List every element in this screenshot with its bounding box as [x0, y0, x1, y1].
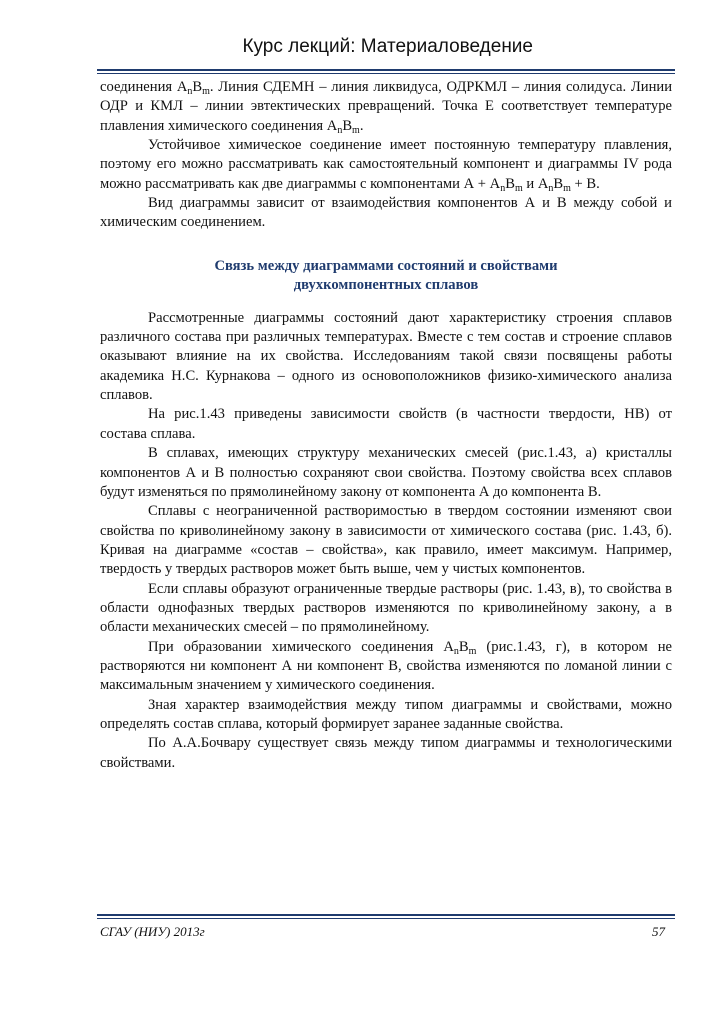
paragraph: На рис.1.43 приведены зависимости свойств (в частности твердости, НВ) от состава сплава. [100, 406, 672, 442]
paragraph: Устойчивое химическое соединение имеет постоянную температуру плавления, поэтому его можно рассматривать как самостоятельный компонент и диаграммы IV рода можно рассматривать как две диаграммы с компонентами $А + А_nB_m$ и $А_nB_m + В$. [100, 137, 672, 194]
paragraph: Зная характер взаимодействия между типом диаграммы и свойствами, можно определять состав сплава, который формирует заранее заданные свойства. [100, 696, 672, 732]
paragraph: При образовании химического соединения $A_nB_m$ (рис.1.43, г), в котором не растворяются ни компонент А ни компонент В, свойства изменяются по ломаной линии с максимальным значением у химического соединения. [100, 638, 672, 694]
header-rule-thin [97, 73, 675, 74]
section-heading: Связь между диаграммами состояний и свойствами двухкомпонентных сплавов [214, 257, 558, 293]
paragraph: Вид диаграммы зависит от взаимодействия компонентов А и В между собой и химическим соединением. [100, 195, 672, 231]
header-rule [97, 69, 675, 71]
paragraph: Рассмотренные диаграммы состояний дают характеристику строения сплавов различного состава при различных температурах. Вместе с тем состав и строение сплавов оказывают влияние на их свойства. Исследованиям такой связи посвящены работы академика Н.С. Курнакова – одного из основоположников физико-химического анализа сплавов. [100, 309, 672, 404]
paragraph: Если сплавы образуют ограниченные твердые растворы (рис. 1.43, в), то свойства в области однофазных твердых растворов изменяются по криволинейному закону, а в области механических смесей – по прямолинейному. [100, 580, 672, 636]
paragraph: По А.А.Бочвару существует связь между типом диаграммы и технологическими свойствами. [100, 735, 672, 771]
paragraph: Сплавы с неограниченной растворимостью в твердом состоянии изменяют свои свойства по криволинейному закону в зависимости от химического состава (рис. 1.43, б). Кривая на диаграмме «состав – свойства», как правило, имеет максимум. Например, твердость у твердых растворов может быть выше, чем у чистых компонентов. [100, 503, 672, 578]
page-number: 57 [652, 924, 665, 939]
footer-rule [97, 914, 675, 916]
paragraph: соединения $A_nB_m$. Линия СДЕМН – линия ликвидуса, ОДРКМЛ – линия солидуса. Линии ОДР и КМЛ – линии эвтектических превращений. Точка Е соответствует температуре плавления химического соединения $A_nB_m$. [100, 79, 673, 136]
page-body [100, 78, 672, 773]
paragraph: В сплавах, имеющих структуру механических смесей (рис.1.43, а) кристаллы компонентов А и В полностью сохраняют свои свойства. Поэтому свойства всех сплавов будут изменяться по прямолинейному закону от компонента А до компонента В. [100, 445, 672, 500]
footer-source: СГАУ (НИУ) 2013г [100, 924, 205, 939]
page-header-title: Курс лекций: Материаловедение [242, 36, 533, 57]
footer-rule-thin [97, 918, 675, 919]
